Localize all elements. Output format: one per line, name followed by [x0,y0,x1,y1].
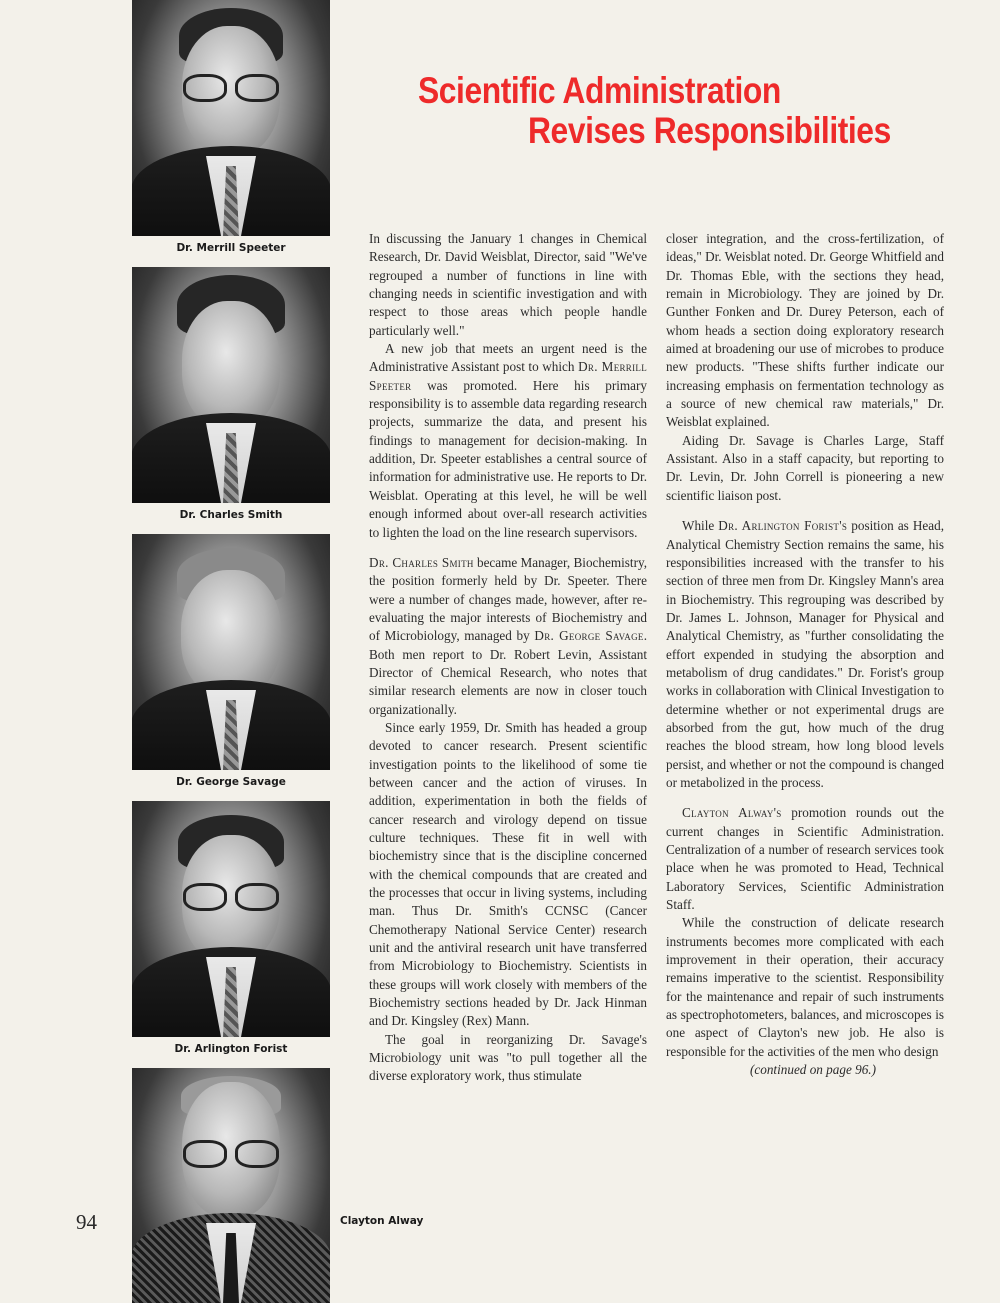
portrait-clayton-alway [132,1068,330,1303]
continued-note: (continued on page 96.) [750,1062,876,1078]
person-name: Clayton Alway's [682,805,782,821]
paragraph: While the construction of delicate research instruments becomes more complicated with each improvement in their operation, their accuracy remains imperative to the scientist. Responsibility for the maintenance and repair of such instruments as spectrophotometers, balances, and microscopes is one aspect of Clayton's new job. He also is responsible for the activities of the men who design [666,915,944,1059]
paragraph: Clayton Alway's promotion rounds out the current changes in Scientific Administration. Centralization of a number of research services took place when he was promoted to Head, Technical Laboratory Services, Scientific Administration Staff. [666,805,944,913]
paragraph: Aiding Dr. Savage is Charles Large, Staff Assistant. Also in a staff capacity, but reporting to Dr. Levin, Dr. John Correll is pioneering a new scientific liaison post. [666,432,944,503]
caption-arlington-forist: Dr. Arlington Forist [174,1043,288,1055]
caption-charles-smith: Dr. Charles Smith [179,509,283,521]
paragraph: While Dr. Arlington Forist's position as Head, Analytical Chemistry Section remains the same, his responsibilities increased with the transfer to his section of three men from Dr. Kingsley Mann's area in Biochemistry. This regrouping was described by Dr. James L. Johnson, Manager for Physical and Analytical Chemistry, as "further consolidating the effort expended in studying the absorption and metabolism of drug candidates." Dr. Forist's group works in collaboration with Clinical Investigation to determine whether or not experimental drugs are absorbed from the gut, how much of the drug reaches the blood stream, how long blood levels persist, and whether or not the compound is changed or metabolized in the process. [666,518,944,790]
paragraph: Dr. Charles Smith became Manager, Biochemistry, the position formerly held by Dr. Speeter. There were a number of changes made, however, after re-evaluating the major interests of Biochemistry and of Microbiology, managed by Dr. George Savage. Both men report to Dr. Robert Levin, Assistant Director of Chemical Research, who notes that similar research elements are now in closer touch organizationally. [369,554,647,717]
portrait-arlington-forist [132,801,330,1037]
caption-george-savage: Dr. George Savage [176,776,286,788]
paragraph: The goal in reorganizing Dr. Savage's Microbiology unit was "to pull together all the diverse exploratory work, thus stimulate [369,1031,647,1084]
portrait-merrill-speeter [132,0,330,236]
paragraph: Since early 1959, Dr. Smith has headed a group devoted to cancer research. Present scientific investigation points to the likelihood of some tie between cancer and the action of viruses. In addition, experimentation in both the fields of cancer research and virology depend on tissue culture techniques. These fit in well with biochemistry since that is the discipline concerned with the chemical compounds that are created and the processes that occur in living systems, including man. Thus Dr. Smith's CCNSC (Cancer Chemotherapy National Service Center) research unit and the antiviral research unit have transferred from Microbiology to Biochemistry. Scientists in these groups will work closely with members of the Biochemistry sections headed by Dr. Jack Hinman and Dr. Kingsley (Rex) Mann. [369,719,647,1029]
person-name: Dr. George Savage [534,628,644,644]
page-number: 94 [76,1210,97,1234]
caption-clayton-alway: Clayton Alway [340,1215,424,1227]
caption-merrill-speeter: Dr. Merrill Speeter [176,242,286,254]
person-name: Dr. Arlington Forist's [718,518,848,534]
portrait-george-savage [132,534,330,770]
article-column-2 [666,230,944,1079]
portrait-charles-smith [132,267,330,503]
article-column-1 [369,230,647,1086]
person-name: Dr. Merrill Speeter [369,359,647,393]
paragraph: closer integration, and the cross-fertilization, of ideas," Dr. Weisblat noted. Dr. George Whitfield and Dr. Thomas Eble, with the sections they head, remain in Microbiology. They are joined by Dr. Gunther Fonken and Dr. Durey Peterson, each of whom heads a section doing exploratory research aimed at broadening our use of microbes to produce new products. "These shifts further indicate our increasing emphasis on fermentation technology as a source of new chemical raw materials," Dr. Weisblat explained. [666,231,944,430]
page-title-line2: Revises Responsibilities [528,110,891,151]
page-title-line1: Scientific Administration [418,70,781,111]
paragraph: In discussing the January 1 changes in Chemical Research, Dr. David Weisblat, Director, said "We've regrouped a number of functions in line with changing needs in scientific investigation and with respect to those areas which people handle particularly well." [369,231,647,338]
paragraph: A new job that meets an urgent need is the Administrative Assistant post to which Dr. Merrill Speeter was promoted. Here his primary responsibility is to assemble data regarding research projects, summarize the data, and present his findings to management for decision-making. In addition, Dr. Speeter establishes a central source of information for administrative use. He reports to Dr. Weisblat. Operating at this level, he will be well enough informed about over-all research activities to lighten the load on the line research supervisors. [369,341,648,540]
person-name: Dr. Charles Smith [369,554,474,570]
